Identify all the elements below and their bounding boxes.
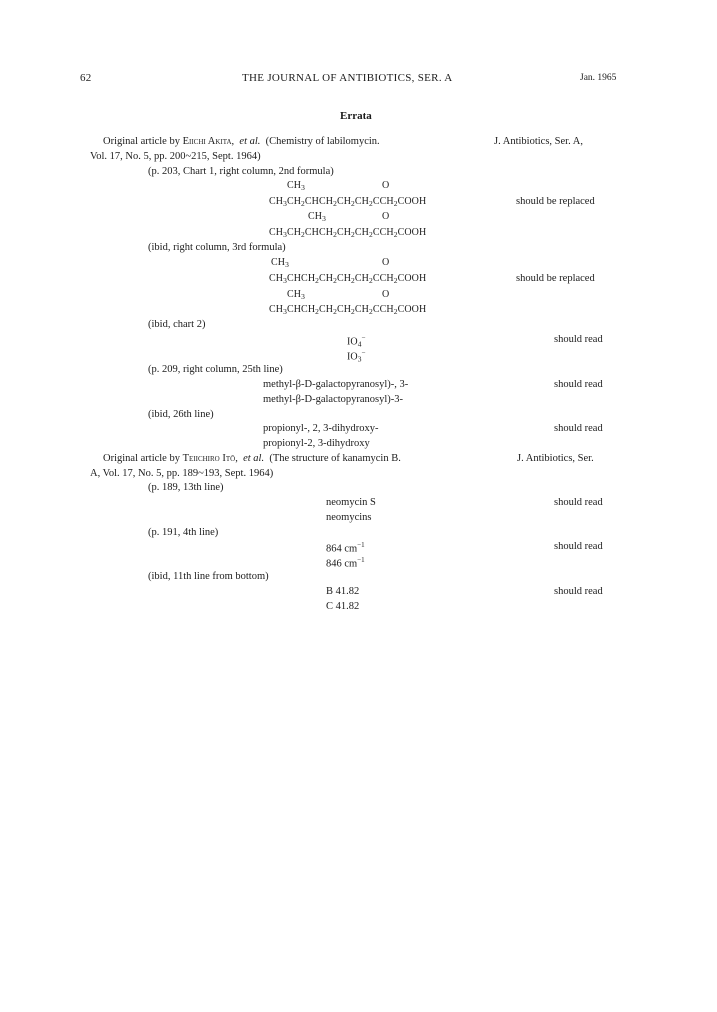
erratum6-note: should read: [554, 497, 603, 508]
erratum4-correct: methyl-β-D-galactopyranosyl)-3-: [263, 394, 404, 405]
page-title: Errata: [340, 110, 372, 122]
erratum1-ch3-b: $CH_3$: [308, 211, 326, 223]
erratum8-correct: C 41.82: [326, 601, 360, 612]
erratum7-note: should read: [554, 541, 603, 552]
erratum8-location: (ibid, 11th line from bottom): [148, 571, 269, 582]
erratum1-ch3-a: $CH_3$: [287, 180, 305, 192]
article1-author: Eiichi Akita,: [182, 136, 235, 147]
erratum4-location: (p. 209, right column, 25th line): [148, 364, 283, 375]
erratum4-wrong: methyl-β-D-galactopyranosyl)-, 3-: [263, 379, 409, 390]
erratum1-oxo-a: O: [382, 180, 390, 191]
erratum3-location: (ibid, chart 2): [148, 319, 206, 330]
article2-journal-ref: J. Antibiotics, Ser.: [517, 453, 594, 464]
erratum7-location: (p. 191, 4th line): [148, 527, 219, 538]
erratum3-wrong: $IO_4^-$: [347, 334, 366, 349]
erratum2-ch3-b: $CH_3$: [287, 289, 305, 301]
article2-line2: A, Vol. 17, No. 5, pp. 189~193, Sept. 1964): [90, 468, 274, 479]
erratum2-oxo-a: O: [382, 257, 390, 268]
erratum2-location: (ibid, right column, 3rd formula): [148, 242, 286, 253]
erratum1-location: (p. 203, Chart 1, right column, 2nd formula): [148, 166, 334, 177]
erratum3-note: should read: [554, 334, 603, 345]
erratum5-correct: propionyl-2, 3-dihydroxy: [263, 438, 370, 449]
erratum2-ch3-a: $CH_3$: [271, 257, 289, 269]
header-date: Jan. 1965: [580, 73, 617, 83]
erratum2-note: should be replaced: [516, 273, 595, 284]
erratum5-wrong: propionyl-, 2, 3-dihydroxy-: [263, 423, 379, 434]
erratum5-location: (ibid, 26th line): [148, 409, 214, 420]
erratum4-note: should read: [554, 379, 603, 390]
article2-author: Teiichiro Itō,: [182, 453, 238, 464]
erratum2-oxo-b: O: [382, 289, 390, 300]
erratum6-location: (p. 189, 13th line): [148, 482, 224, 493]
erratum1-note: should be replaced: [516, 196, 595, 207]
erratum7-wrong: 864 $cm^{-1}$: [326, 541, 365, 555]
erratum2-wrong-formula: $CH_3CHCH_2CH_2CH_2CH_2CCH_2COOH$: [269, 273, 427, 285]
erratum1-correct-formula: $CH_3CH_2CHCH_2CH_2CH_2CCH_2COOH$: [269, 227, 427, 239]
article1-line2: Vol. 17, No. 5, pp. 200~215, Sept. 1964): [90, 151, 261, 162]
page-number: 62: [80, 72, 92, 84]
journal-header: THE JOURNAL OF ANTIBIOTICS, SER. A: [242, 72, 453, 84]
erratum2-correct-formula: $CH_3CHCH_2CH_2CH_2CH_2CCH_2COOH$: [269, 304, 427, 316]
erratum8-note: should read: [554, 586, 603, 597]
erratum6-correct: neomycins: [326, 512, 372, 523]
erratum3-correct: $IO_3^-$: [347, 349, 366, 364]
article1-line1: Original article by Eiichi Akita, et al. (Chemistry of labilomycin.: [103, 136, 380, 147]
erratum6-wrong: neomycin S: [326, 497, 376, 508]
erratum5-note: should read: [554, 423, 603, 434]
article2-line1: Original article by Teiichiro Itō, et al. (The structure of kanamycin B.: [103, 453, 401, 464]
erratum8-wrong: B 41.82: [326, 586, 360, 597]
erratum1-wrong-formula: $CH_3CH_2CHCH_2CH_2CH_2CCH_2COOH$: [269, 196, 427, 208]
erratum7-correct: 846 $cm^{-1}$: [326, 556, 365, 570]
article1-journal-ref: J. Antibiotics, Ser. A,: [494, 136, 583, 147]
erratum1-oxo-b: O: [382, 211, 390, 222]
